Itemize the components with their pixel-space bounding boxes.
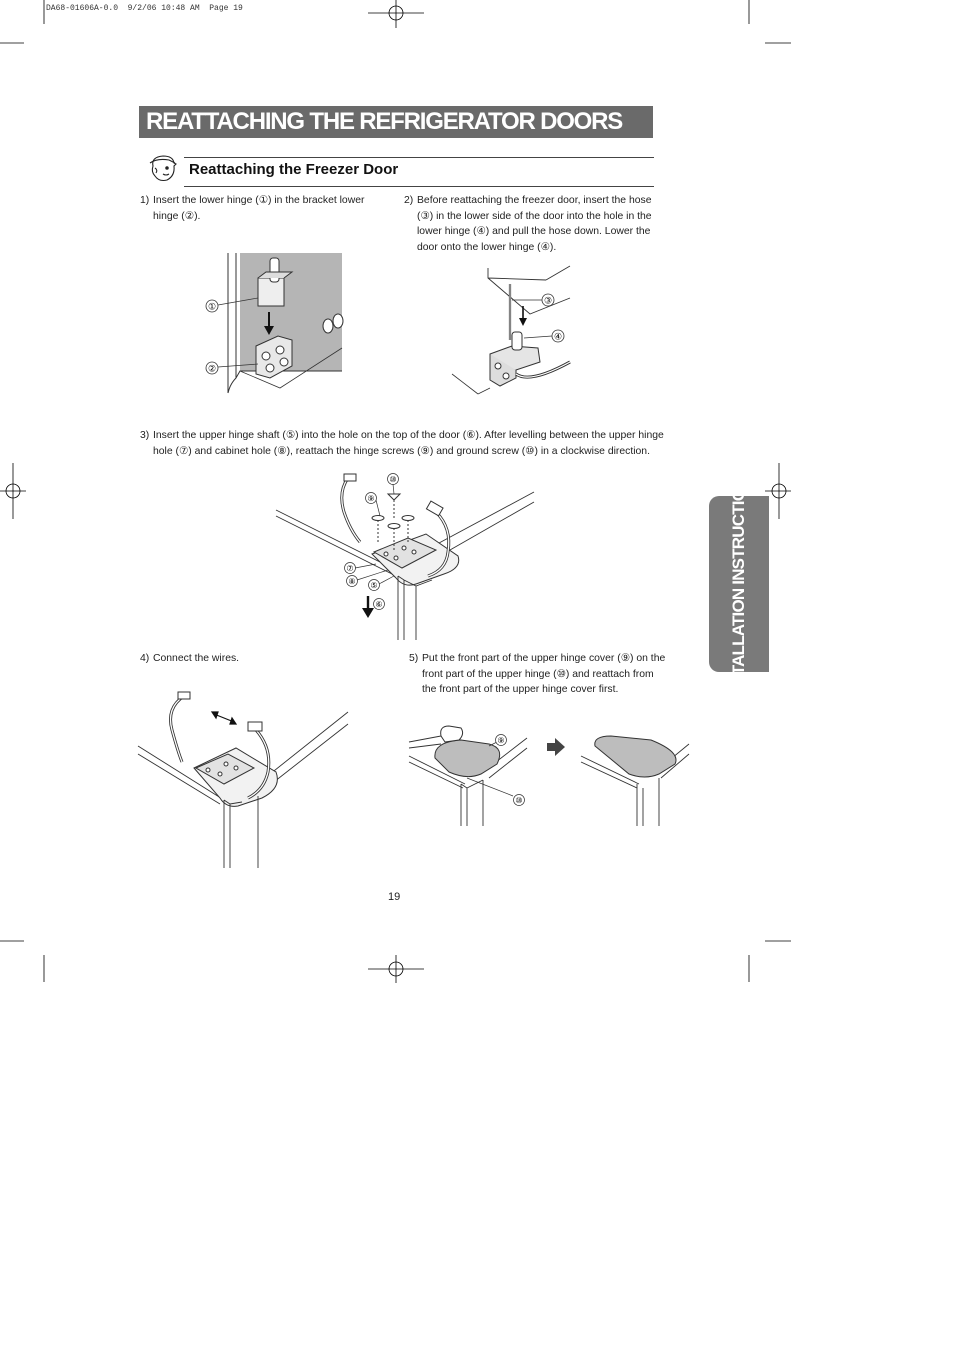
step-text: Insert the lower hinge (①) in the bracket lower hinge (②). xyxy=(153,195,365,222)
figure-upper-hinge xyxy=(276,472,546,642)
page-title: REATTACHING THE REFRIGERATOR DOORS xyxy=(146,108,623,135)
step-1 xyxy=(140,193,385,224)
callout-label: ⑨ xyxy=(367,494,375,503)
side-tab-label: INSTALLATION INSTRUCTIONS xyxy=(729,466,748,702)
callout-label: ④ xyxy=(553,331,563,342)
page-title-bar xyxy=(139,106,653,138)
callout-label: ② xyxy=(207,363,217,374)
callout-label: ⑦ xyxy=(346,564,354,573)
step-number: 5) xyxy=(409,653,419,664)
callout-label: ⑩ xyxy=(515,796,523,805)
subtitle-rule-top xyxy=(184,157,654,158)
arrow-down-icon xyxy=(362,596,374,618)
figure-connect-wires xyxy=(138,690,360,870)
step-text: Put the front part of the upper hinge cover (⑨) on the front part of the upper hinge (⑩) and reattach from the front part of the upper hinge cover first. xyxy=(422,653,666,696)
step-number: 3) xyxy=(140,430,150,441)
page-number: 19 xyxy=(388,891,401,903)
figure-lower-hinge xyxy=(200,248,420,408)
step-text: Before reattaching the freezer door, insert the hose (③) in the lower side of the door into the hole in the lower hinge (④) and pull the hose down. Lower the door onto the lower hinge (④). xyxy=(417,195,652,253)
arrow-down-icon xyxy=(519,306,527,326)
callout-label: ③ xyxy=(543,295,553,306)
step-text: Insert the upper hinge shaft (⑤) into the hole on the top of the door (⑥). After levelling between the upper hinge hole (⑦) and cabinet hole (⑧), reattach the hinge screws (⑨) and ground screw (⑩) in a clockwise direction. xyxy=(153,430,664,457)
callout-label: ⑥ xyxy=(375,600,383,609)
callout-label: ① xyxy=(207,301,217,312)
callout-label: ⑩ xyxy=(389,475,397,484)
arrow-right-icon xyxy=(547,738,565,756)
callout-label: ⑧ xyxy=(348,577,356,586)
step-number: 1) xyxy=(140,195,150,206)
step-number: 4) xyxy=(140,653,150,664)
subtitle-rule-bottom xyxy=(184,186,654,187)
figure-hose-hinge xyxy=(450,262,590,402)
step-4 xyxy=(140,651,380,667)
step-3 xyxy=(140,428,668,459)
callout-label: ⑨ xyxy=(497,736,505,745)
print-slug: DA68-01606A-0.0 9/2/06 10:48 AM Page 19 xyxy=(46,4,243,13)
technician-icon xyxy=(147,154,181,184)
callout-label: ⑤ xyxy=(370,581,378,590)
step-text: Connect the wires. xyxy=(153,653,240,664)
step-number: 2) xyxy=(404,195,414,206)
step-5 xyxy=(409,651,669,698)
side-tab xyxy=(709,466,769,702)
figure-hinge-cover xyxy=(405,718,695,828)
section-subtitle: Reattaching the Freezer Door xyxy=(189,161,399,178)
step-2 xyxy=(404,193,666,255)
